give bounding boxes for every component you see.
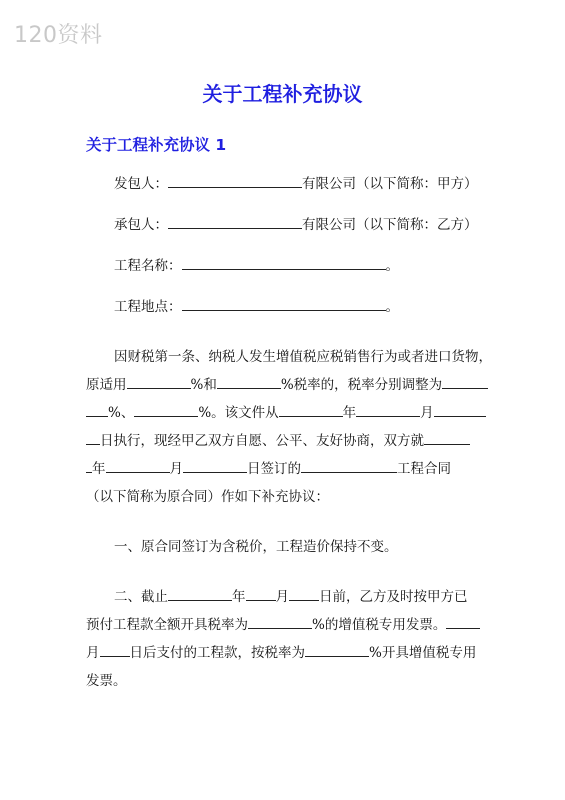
c2-blank-5 (446, 615, 480, 629)
p1-line6 (86, 483, 478, 511)
c2-line4 (86, 667, 478, 695)
c2-line3 (86, 639, 478, 667)
project-name-label: 工程名称： (114, 258, 182, 274)
c2-line2 (86, 611, 478, 639)
document-body (86, 170, 492, 695)
project-location-label: 工程地点： (114, 299, 182, 315)
p1-blank-2 (217, 375, 281, 389)
c2-text-f: %的增值税专用发票。 (312, 617, 447, 633)
employer-line (86, 170, 478, 198)
p1-blank-12 (106, 459, 170, 473)
p1-text-c: %和 (190, 377, 217, 393)
clause-1 (86, 533, 478, 561)
p1-text-f: %。该文件从 (198, 405, 279, 421)
c2-text-h: 日后支付的工程款，按税率为 (129, 645, 305, 661)
c2-blank-3 (289, 587, 319, 601)
employer-blank (168, 174, 302, 188)
p1-blank-1 (127, 375, 191, 389)
paragraph-tax (86, 343, 492, 511)
p1-blank-7 (356, 403, 420, 417)
p1-blank-4 (86, 403, 108, 417)
c2-text-j: 发票。 (86, 673, 127, 689)
p1-line5 (86, 455, 478, 483)
section-title: 关于工程补充协议 1 (86, 136, 227, 154)
project-name-blank (182, 256, 386, 270)
p1-blank-14 (301, 459, 397, 473)
c2-blank-4 (248, 615, 312, 629)
p1-line1 (86, 343, 492, 371)
p1-text-g: 年 (342, 405, 357, 421)
c2-blank-6 (100, 643, 130, 657)
p1-text-j: 年 (92, 461, 106, 477)
clause-1-text: 一、原合同签订为含税价，工程造价保持不变。 (114, 539, 398, 555)
project-location-blank (182, 297, 386, 311)
contractor-label: 承包人： (114, 217, 168, 233)
p1-text-m: 工程合同 (397, 461, 451, 477)
c2-text-i: %开具增值税专用 (369, 645, 477, 661)
project-location-end: 。 (385, 299, 399, 315)
p1-blank-8 (434, 403, 486, 417)
c2-text-e: 预付工程款全额开具税率为 (86, 617, 248, 633)
c2-blank-1 (168, 587, 232, 601)
c2-text-g: 月 (86, 645, 100, 661)
p1-text-n: （以下简称为原合同）作如下补充协议： (86, 489, 329, 505)
c2-text-d: 日前，乙方及时按甲方已 (319, 589, 468, 605)
c2-blank-7 (305, 643, 369, 657)
p1-text-h: 月 (420, 405, 434, 421)
p1-text-b: 原适用 (86, 377, 127, 393)
contractor-line (86, 211, 478, 239)
c2-text-a: 二、截止 (114, 589, 168, 605)
p1-blank-5 (134, 403, 198, 417)
p1-text-e: %、 (108, 405, 135, 421)
contractor-suffix: 有限公司（以下简称：乙方） (302, 217, 478, 233)
c2-text-b: 年 (232, 589, 246, 605)
p1-text-d: %税率的，税率分别调整为 (280, 377, 443, 393)
p1-blank-9 (86, 431, 100, 445)
employer-suffix: 有限公司（以下简称：甲方） (302, 176, 478, 192)
project-name-line (86, 252, 478, 280)
p1-blank-10 (424, 431, 470, 445)
p1-line4 (86, 427, 478, 455)
p1-text-l: 日签订的 (247, 461, 301, 477)
employer-label: 发包人： (114, 176, 168, 192)
project-location-line (86, 293, 478, 321)
p1-blank-6 (279, 403, 343, 417)
project-name-end: 。 (385, 258, 399, 274)
c2-text-c: 月 (275, 589, 289, 605)
p1-line2 (86, 371, 478, 399)
p1-text-a: 因财税第一条、纳税人发生增值税应税销售行为或者进口货物， (114, 349, 492, 365)
p1-blank-3 (442, 375, 488, 389)
c2-blank-2 (246, 587, 276, 601)
document-title: 关于工程补充协议 (202, 82, 363, 106)
p1-text-i: 日执行，现经甲乙双方自愿、公平、友好协商，双方就 (100, 433, 424, 449)
p1-line3 (86, 399, 478, 427)
c2-line1 (86, 583, 478, 611)
contractor-blank (168, 215, 302, 229)
clause-2 (86, 583, 478, 695)
p1-text-k: 月 (169, 461, 183, 477)
watermark: 120资料 (14, 23, 103, 48)
p1-blank-13 (183, 459, 247, 473)
